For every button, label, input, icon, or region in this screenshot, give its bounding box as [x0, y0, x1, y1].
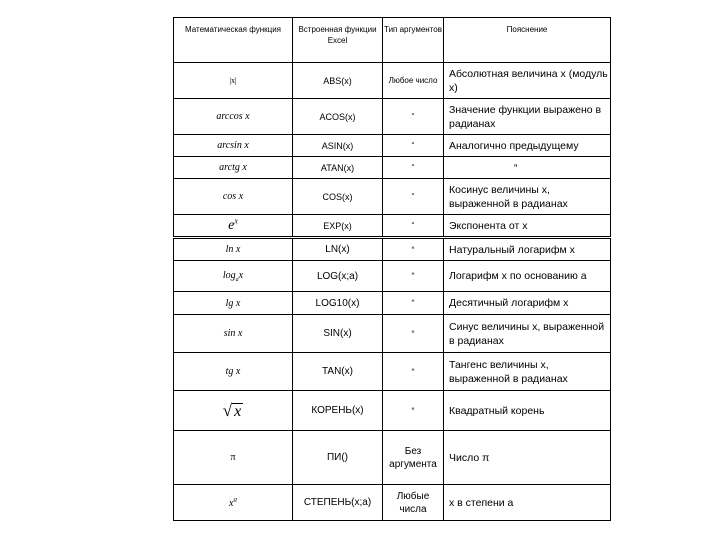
- argument-type-cell: “: [383, 315, 444, 353]
- table-row: [174, 179, 611, 215]
- table-row: [174, 261, 611, 292]
- table-row: [174, 215, 611, 237]
- argument-type-cell: “: [383, 157, 444, 179]
- math-function-cell: cos x: [174, 179, 293, 215]
- math-function-cell: arccos x: [174, 99, 293, 135]
- explanation-cell: Значение функции выражено в радианах: [444, 99, 611, 135]
- explanation-cell: x в степени a: [444, 485, 611, 521]
- math-function-cell: arctg x: [174, 157, 293, 179]
- explanation-cell: Десятичный логарифм x: [444, 292, 611, 315]
- argument-type-cell: “: [383, 239, 444, 261]
- table-row: [174, 391, 611, 431]
- header-explanation: Пояснение: [444, 18, 611, 63]
- excel-function-cell: КОРЕНЬ(x): [293, 391, 383, 431]
- header-argument-type: Тип аргументов: [383, 18, 444, 63]
- table-row: [174, 353, 611, 391]
- explanation-cell: Косинус величины x, выраженной в радианах: [444, 179, 611, 215]
- explanation-cell: “: [444, 157, 611, 179]
- explanation-cell: Логарифм x по основанию a: [444, 261, 611, 292]
- explanation-cell: Квадратный корень: [444, 391, 611, 431]
- header-excel-function: Встроенная функции Excel: [293, 18, 383, 63]
- excel-function-cell: COS(x): [293, 179, 383, 215]
- excel-function-cell: LOG10(x): [293, 292, 383, 315]
- excel-function-cell: ABS(x): [293, 63, 383, 99]
- math-function-cell: [174, 391, 293, 431]
- argument-type-cell: “: [383, 261, 444, 292]
- excel-function-cell: СТЕПЕНЬ(x;a): [293, 485, 383, 521]
- table-row: [174, 292, 611, 315]
- math-function-cell: arcsin x: [174, 135, 293, 157]
- argument-type-cell: Любые числа: [383, 485, 444, 521]
- math-function-cell: $\log_ax$: [174, 261, 293, 292]
- excel-function-cell: EXP(x): [293, 215, 383, 237]
- explanation-cell: Натуральный логарифм x: [444, 239, 611, 261]
- math-function-cell: lg x: [174, 292, 293, 315]
- power-expression: $x^a$: [229, 495, 237, 510]
- table-row: [174, 99, 611, 135]
- argument-type-cell: “: [383, 391, 444, 431]
- excel-function-cell: ACOS(x): [293, 99, 383, 135]
- square-root-expression: √ x: [222, 400, 242, 420]
- excel-function-cell: ПИ(): [293, 431, 383, 485]
- argument-type-cell: “: [383, 292, 444, 315]
- excel-function-cell: ATAN(x): [293, 157, 383, 179]
- explanation-cell: Аналогично предыдущему: [444, 135, 611, 157]
- table-row: [174, 315, 611, 353]
- math-function-cell: [174, 215, 293, 237]
- excel-function-cell: SIN(x): [293, 315, 383, 353]
- math-function-cell: |x|: [174, 63, 293, 99]
- math-function-cell: π: [174, 431, 293, 485]
- math-function-cell: [174, 485, 293, 521]
- header-math-function: Математическая функция: [174, 18, 293, 63]
- argument-type-cell: “: [383, 179, 444, 215]
- argument-type-cell: “: [383, 215, 444, 237]
- argument-type-cell: “: [383, 353, 444, 391]
- math-function-cell: sin x: [174, 315, 293, 353]
- table-row: [174, 485, 611, 521]
- argument-type-cell: “: [383, 135, 444, 157]
- table-row: [174, 135, 611, 157]
- excel-function-cell: LOG(x;a): [293, 261, 383, 292]
- argument-type-cell: Любое число: [383, 63, 444, 99]
- table-row: [174, 63, 611, 99]
- table-row: [174, 157, 611, 179]
- table-row: [174, 431, 611, 485]
- explanation-cell: Тангенс величины x, выраженной в радианах: [444, 353, 611, 391]
- exponent-expression: $e^x$: [228, 216, 238, 234]
- argument-type-cell: “: [383, 99, 444, 135]
- explanation-cell: Синус величины x, выраженной в радианах: [444, 315, 611, 353]
- explanation-cell: Число π: [444, 431, 611, 485]
- excel-function-cell: LN(x): [293, 239, 383, 261]
- math-function-cell: ln x: [174, 239, 293, 261]
- argument-type-cell: Без аргумента: [383, 431, 444, 485]
- math-function-cell: tg x: [174, 353, 293, 391]
- functions-table: [173, 17, 606, 521]
- table-header: [174, 18, 611, 63]
- explanation-cell: Абсолютная величина x (модуль x): [444, 63, 611, 99]
- excel-function-cell: ASIN(x): [293, 135, 383, 157]
- explanation-cell: Экспонента от x: [444, 215, 611, 237]
- table-row: [174, 239, 611, 261]
- excel-function-cell: TAN(x): [293, 353, 383, 391]
